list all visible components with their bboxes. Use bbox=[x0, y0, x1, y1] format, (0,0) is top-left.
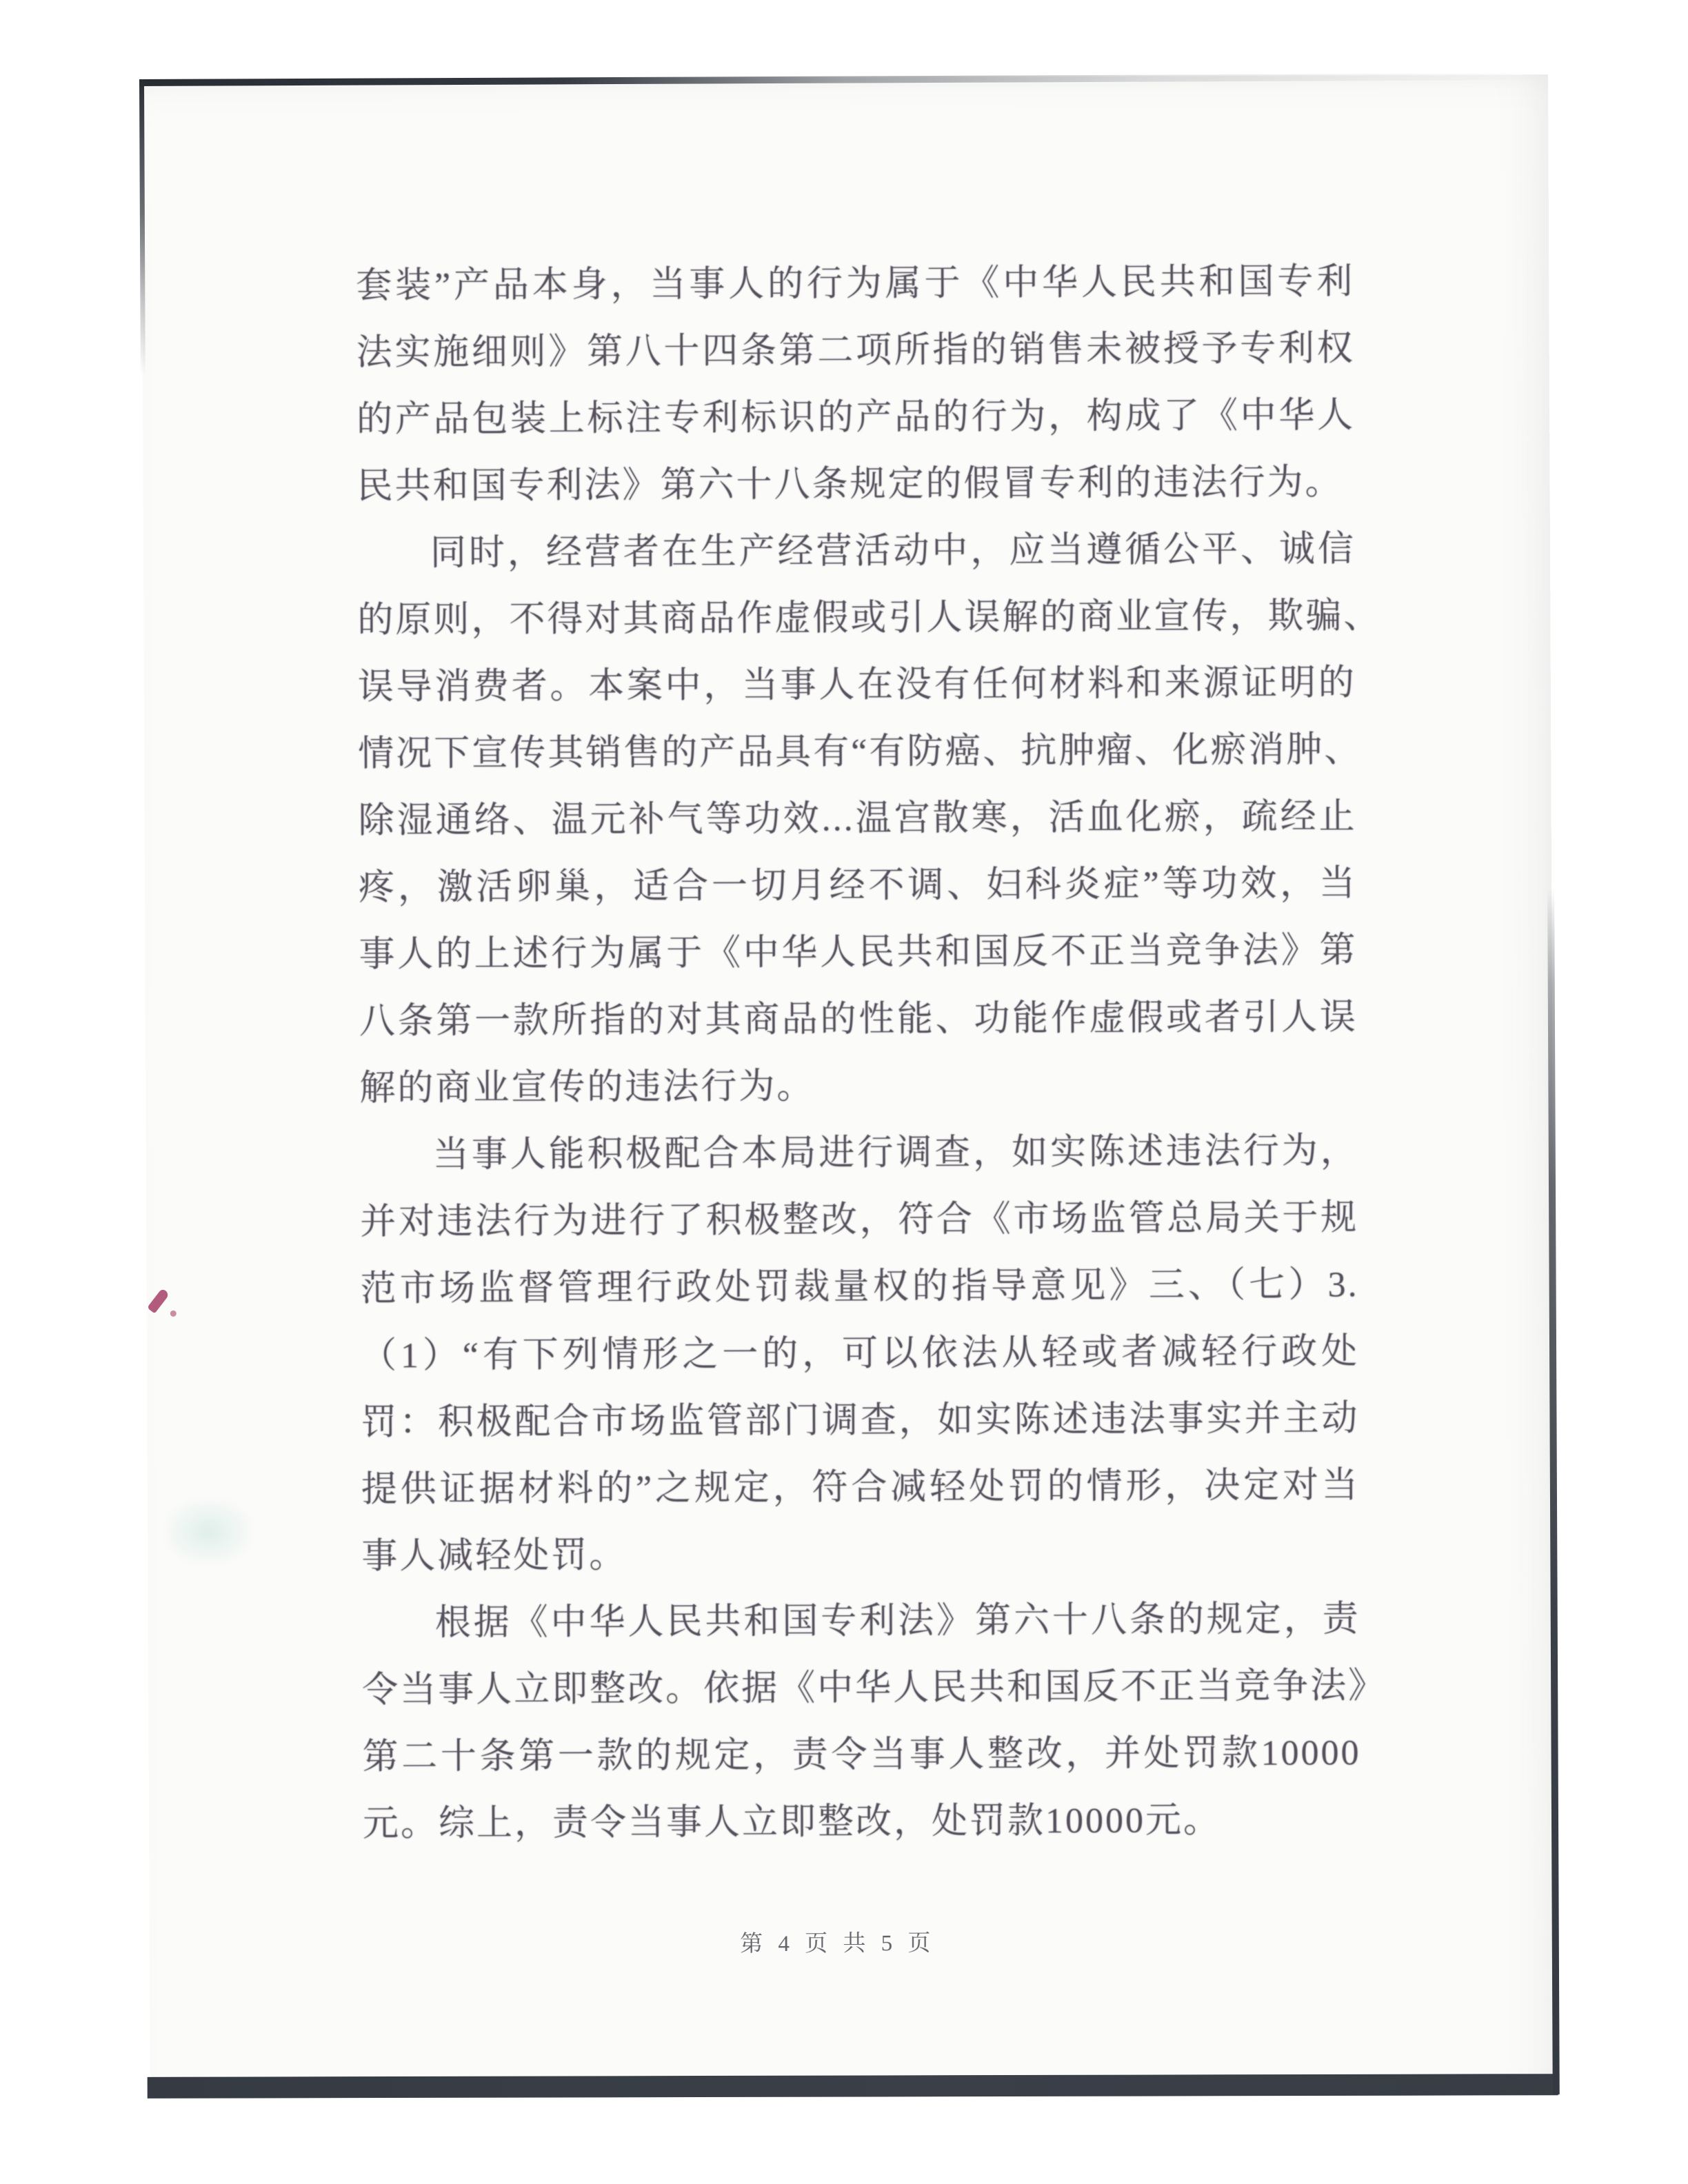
teal-smudge bbox=[167, 1500, 250, 1563]
text-line: 提供证据材料的”之规定，符合减轻处罚的情形，决定对当 bbox=[361, 1466, 1360, 1510]
text-line: 元。综上，责令当事人立即整改，处罚款10000元。 bbox=[362, 1801, 1222, 1844]
text-line: 的产品包装上标注专利标识的产品的行为，构成了《中华人 bbox=[356, 396, 1356, 440]
text-line: 当事人能积极配合本局进行调查，如实陈述违法行为， bbox=[432, 1131, 1358, 1175]
text-line: 令当事人立即整改。依据《中华人民共和国反不正当竞争法》 bbox=[362, 1666, 1387, 1710]
text-line: 事人减轻处罚。 bbox=[361, 1535, 627, 1577]
document-body-text bbox=[356, 248, 1387, 1857]
text-line: 第二十条第一款的规定，责令当事人整改，并处罚款10000 bbox=[362, 1733, 1361, 1777]
text-line: 情况下宣传其销售的产品具有“有防癌、抗肿瘤、化瘀消肿、 bbox=[358, 730, 1363, 774]
text-line: 根据《中华人民共和国专利法》第六十八条的规定，责 bbox=[434, 1599, 1360, 1644]
scan-edge-top bbox=[139, 73, 1550, 86]
text-line: 罚：积极配合市场监管部门调查，如实陈述违法事实并主动 bbox=[361, 1399, 1360, 1443]
text-line: 法实施细则》第八十四条第二项所指的销售未被授予专利权 bbox=[356, 329, 1355, 373]
text-line: 事人的上述行为属于《中华人民共和国反不正当竞争法》第 bbox=[359, 931, 1358, 975]
text-line: （1）“有下列情形之一的，可以依法从轻或者减轻行政处 bbox=[360, 1332, 1360, 1376]
scan-edge-left bbox=[139, 79, 145, 376]
text-line: 范市场监督管理行政处罚裁量权的指导意见》三、（七）3. bbox=[360, 1265, 1359, 1309]
text-line: 解的商业宣传的违法行为。 bbox=[359, 1066, 815, 1109]
scan-edge-right bbox=[1547, 888, 1560, 2094]
page-number-footer: 第 4 页 共 5 页 bbox=[740, 1931, 936, 1957]
text-line: 民共和国专利法》第六十八条规定的假冒专利的违法行为。 bbox=[356, 463, 1343, 507]
scan-edge-bottom bbox=[148, 2074, 1558, 2099]
text-line: 同时，经营者在生产经营活动中，应当遵循公平、诚信 bbox=[430, 529, 1356, 574]
red-ink-mark bbox=[147, 1288, 170, 1313]
text-line: 并对违法行为进行了积极整改，符合《市场监管总局关于规 bbox=[360, 1198, 1359, 1242]
text-line: 八条第一款所指的对其商品的性能、功能作虚假或者引人误 bbox=[359, 998, 1358, 1042]
text-line: 套装”产品本身，当事人的行为属于《中华人民共和国专利 bbox=[356, 262, 1355, 306]
text-line: 误导消费者。本案中，当事人在没有任何材料和来源证明的 bbox=[357, 663, 1356, 707]
text-line: 疼，激活卵巢，适合一切月经不调、妇科炎症”等功效，当 bbox=[358, 864, 1358, 908]
red-ink-dot bbox=[170, 1311, 177, 1317]
paper-sheet bbox=[141, 74, 1557, 2096]
text-line: 除湿通络、温元补气等功效...温宫散寒，活血化瘀，疏经止 bbox=[358, 797, 1357, 841]
text-line: 的原则，不得对其商品作虚假或引人误解的商业宣传，欺骗、 bbox=[357, 596, 1382, 640]
